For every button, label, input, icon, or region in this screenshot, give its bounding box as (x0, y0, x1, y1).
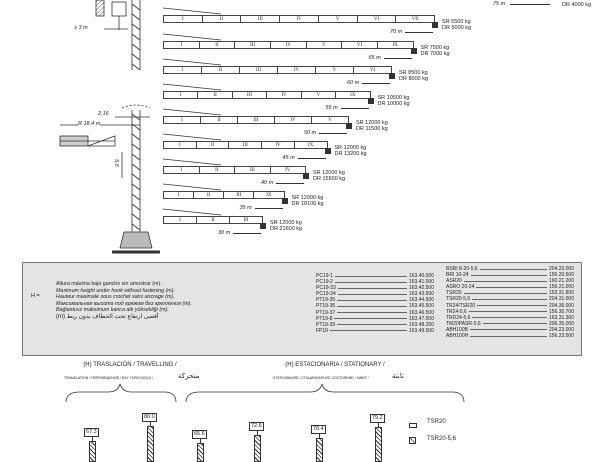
jib-segment: IV (278, 67, 316, 73)
leader-line (330, 330, 407, 331)
stationary-subtitle: STATIONNAIRE / СТАЦИОНАРНОЕ СОСТОЯНИЕ / SABİT / (273, 376, 369, 380)
trolley-hook-icon (368, 98, 374, 104)
model-name: TSR20-5,6 (446, 296, 471, 303)
load-capacity (292, 195, 324, 207)
model-code: 163.45.500 (408, 303, 434, 310)
model-code: 163.48.200 (408, 321, 434, 328)
leader-line (469, 311, 547, 312)
model-name: TSR20 (446, 290, 462, 297)
tower-crane-drawing (0, 0, 170, 260)
jib-segment: II (197, 142, 230, 148)
model-name: FP19 (316, 327, 328, 334)
jib-segment: IV (280, 16, 319, 22)
reach-distance: 50 m (304, 130, 317, 136)
model-code: 204.23.000 (548, 326, 574, 333)
jib-segment: III (229, 142, 262, 148)
jib-segment: III (240, 67, 278, 73)
reach-distance: 65 m (368, 55, 381, 61)
dr-load: DR 13200 kg (334, 151, 367, 157)
dr-load: DR 15500 kg (313, 176, 346, 182)
radius-label: R 18,4 m (78, 121, 101, 127)
jib-segment: III (235, 167, 271, 173)
jib-segment: V (307, 42, 343, 48)
distance-arrow (276, 183, 304, 184)
model-code: 204.36.000 (548, 302, 574, 309)
load-capacity (356, 120, 388, 132)
height-value-label: 72.6 (251, 422, 262, 429)
model-code: 204.31.000 (548, 296, 574, 303)
jib-segment: I (164, 67, 202, 73)
top-distance-label: 75 m (493, 1, 506, 7)
reach-distance: 35 m (239, 205, 252, 211)
trolley-hook-icon (282, 198, 288, 204)
model-code: 156.30.700 (548, 308, 574, 315)
leader-line (464, 281, 547, 282)
model-name: ASR20 (446, 278, 462, 285)
mast-sections (89, 441, 96, 462)
leader-line (338, 294, 407, 295)
jib-segment: I (164, 117, 201, 123)
jib-segment: I (164, 192, 194, 198)
leader-line (471, 275, 547, 276)
sr-load: SR 12000 kg (291, 195, 324, 201)
wall-clearance-label: ≥ 3 m (74, 25, 88, 31)
model-code: 163.49.500 (408, 327, 434, 334)
jib-row (163, 41, 414, 49)
distance-arrow (341, 108, 369, 109)
model-name: PC19-2 (316, 279, 333, 286)
jib-segment: IX (266, 193, 272, 198)
model-code: 163.41.000 (408, 279, 434, 286)
jib-segment: V (302, 92, 336, 98)
load-capacity (378, 95, 410, 107)
dr-load: DR 8000 kg (399, 76, 429, 82)
jib-segment: I (164, 167, 200, 173)
jib-segment: V (328, 118, 332, 123)
model-code: 156.20.500 (548, 272, 574, 279)
model-name: PT19-35 (316, 297, 336, 304)
jib-row (163, 141, 328, 149)
stationary-brace (186, 384, 464, 402)
model-code: 163.42.500 (408, 285, 434, 292)
jib-segment: II (200, 167, 236, 173)
jib-segment: III (235, 42, 271, 48)
model-name: PT19-8 (316, 315, 333, 322)
jib-segment: VII (411, 17, 419, 22)
leader-line (470, 329, 547, 330)
jib-segment: II (200, 42, 236, 48)
jib-segment: II (203, 16, 242, 22)
right-model-table (446, 266, 574, 339)
load-capacity (270, 220, 302, 232)
leader-line (335, 276, 407, 277)
trolley-hook-icon (411, 48, 417, 54)
leader-line (337, 324, 407, 325)
reach-distance: 45 m (282, 155, 295, 161)
mast-sections (254, 435, 261, 462)
dr-load: DR 7000 kg (420, 51, 450, 57)
section-label: 5,6 (112, 159, 119, 167)
model-name: PC19-33 (316, 285, 336, 292)
jib-row (163, 116, 349, 124)
jib-segment: VI (342, 42, 378, 48)
model-code: 204.20.000 (548, 266, 574, 272)
distance-arrow (405, 32, 433, 33)
jib-segment: II (202, 67, 240, 73)
model-name: ABH100H (446, 333, 469, 340)
sr-load: SR 12000 kg (334, 145, 367, 151)
jib-segment: IV (275, 117, 312, 123)
legend-label-tsr20: TSR20 (427, 419, 446, 425)
sr-load: SR 8500 kg (399, 70, 428, 76)
leader-line (472, 317, 547, 318)
model-code: 163.31.300 (548, 314, 574, 321)
leader-line (335, 282, 407, 283)
leader-line (480, 269, 547, 270)
height-value-label: 80.0 (144, 414, 155, 420)
model-name: TR24-5,6 (446, 308, 467, 315)
sr-load: SR 10500 kg (377, 95, 410, 101)
height-description (56, 281, 192, 321)
trolley-hook-icon (260, 223, 266, 229)
h-label: H = (31, 293, 40, 299)
jib-segment: IX (392, 43, 398, 48)
model-code: 153.31.800 (548, 290, 574, 297)
legend-hatched-symbol (409, 437, 416, 444)
model-name: TRD24-5,6 (446, 314, 471, 321)
leader-line (464, 293, 547, 294)
leader-line (476, 287, 547, 288)
load-capacity (442, 19, 471, 31)
mast-sections (375, 427, 382, 462)
distance-arrow (319, 133, 347, 134)
wall-hatch (96, 0, 104, 16)
model-name: PC19-1 (316, 273, 333, 279)
trolley-hook-icon (303, 173, 309, 179)
model-code: 163.47.000 (408, 315, 434, 322)
height-panel (22, 262, 582, 356)
desc-fr: Hauteur maximale sous crochet sans ancrage (m). (56, 294, 175, 301)
jib-segment: IV (267, 92, 301, 98)
jib-segment: I (164, 217, 197, 223)
jib-row (163, 216, 263, 224)
desc-ru: Максимальная высота под крюком без крепления (m). (56, 300, 192, 307)
reach-distance: 55 m (325, 105, 338, 111)
leader-line (337, 300, 407, 301)
model-name: ASRO 20-24 (446, 284, 475, 291)
model-code: 163.46.500 (408, 309, 434, 316)
jib-segment: VI (358, 16, 397, 22)
sr-load: SR 12000 kg (270, 220, 302, 226)
travelling-arabic: متحركة (178, 373, 200, 380)
model-name: ABH100B (446, 326, 468, 333)
jib-segment: I (164, 16, 203, 22)
jib-row (163, 91, 371, 99)
model-code: 156.21.000 (548, 284, 574, 291)
jib-segment: I (164, 42, 200, 48)
travelling-subtitle: TRANSLATION / ПЕРЕМЕЩЕНИЕ / RAY YÜRÜYÜŞLÜ / (64, 376, 154, 380)
jib-segment: IV (262, 142, 295, 148)
trolley-hook-icon (325, 148, 331, 154)
model-row (446, 333, 574, 339)
leader-line (483, 323, 547, 324)
model-name: PT19-39 (316, 321, 336, 328)
mast-sections (147, 426, 154, 462)
jib-segment: IX (308, 143, 314, 148)
leader-line (477, 305, 547, 306)
leader-line (472, 299, 547, 300)
height-value-label: 79.2 (372, 414, 383, 421)
jib-segment: II (201, 117, 238, 123)
travelling-title: (H) TRASLACIÓN / TRAVELLING / (83, 362, 177, 368)
jib-row (163, 191, 285, 199)
model-code: 160.21.200 (548, 278, 574, 285)
reach-distance: 70 m (390, 29, 403, 35)
height-value-label: 70.4 (313, 425, 324, 432)
jib-segment: III (241, 16, 280, 22)
model-name: BSRI 8-20-5,6 (446, 266, 478, 272)
model-name: TR24/TSR20 (446, 302, 476, 309)
left-model-table (316, 273, 434, 334)
reach-distance: 40 m (261, 180, 274, 186)
dr-load: DR 10000 kg (377, 101, 410, 107)
load-capacity (335, 145, 367, 157)
jib-segment: III (238, 117, 275, 123)
model-code: 163.40.000 (408, 273, 434, 279)
dr-load: DR 18100 kg (291, 201, 324, 207)
model-name: PT19-36 (316, 303, 336, 310)
distance-arrow (510, 4, 550, 5)
model-name: TM20PASR-5,6 (446, 320, 481, 327)
sr-load: SR 5500 kg (442, 19, 471, 25)
desc-es: Altura máxima bajo gancho sin amostrar (m). (56, 281, 162, 287)
sr-load: SR 12000 kg (356, 120, 388, 126)
jib-segment: III (243, 218, 249, 223)
leader-line (470, 336, 547, 337)
jib-segment: III (224, 192, 254, 198)
leader-line (338, 288, 407, 289)
desc-ar: (m) أقصى ارتفاع تحت الخطاف بدون ربط (56, 313, 159, 320)
height-value-label: 65.6 (194, 431, 205, 438)
dr-load: DR 21600 kg (270, 226, 303, 232)
distance-arrow (233, 233, 261, 234)
model-code: 206.35.000 (548, 320, 574, 327)
reach-distance: 60 m (347, 80, 360, 86)
jib-segment: II (197, 217, 230, 223)
jib-row (163, 66, 392, 74)
jib-segment: IX (350, 93, 356, 98)
jib-segment: II (198, 92, 232, 98)
model-name: BRI 10-24 (446, 272, 469, 279)
model-code: 156.23.500 (548, 333, 574, 340)
jib-segment: II (194, 192, 224, 198)
model-code: 163.43.500 (408, 291, 434, 298)
jib-segment: I (164, 142, 197, 148)
travelling-brace (66, 384, 176, 402)
trolley-hook-icon (432, 22, 438, 28)
model-row (316, 328, 434, 334)
model-name: PT19-37 (316, 309, 336, 316)
load-capacity (421, 45, 450, 57)
height-value-label: 67.3 (86, 429, 97, 436)
jib-segment: VI (369, 68, 376, 73)
distance-arrow (384, 58, 412, 59)
legend-label-tsr20-56: TSR20-5,6 (427, 436, 457, 442)
stationary-title: (H) ESTACIONARIA / STATIONARY / (285, 362, 385, 368)
mast-sections (197, 443, 204, 462)
grouping-braces (0, 380, 600, 410)
jib-segment: I (164, 92, 198, 98)
jib-row (163, 15, 435, 23)
distance-arrow (298, 158, 326, 159)
trolley-hook-icon (389, 73, 395, 79)
distance-arrow (255, 208, 283, 209)
reach-distance: 30 m (218, 230, 231, 236)
leader-line (337, 306, 407, 307)
offset-label: 2,16 (98, 111, 109, 117)
jib-row (163, 166, 306, 174)
desc-tr: Bağlantısız maksimum kanca altı yüksekliği (m). (56, 307, 169, 314)
dr-load: DR 11500 kg (356, 126, 388, 132)
sr-load: SR 7500 kg (420, 45, 450, 51)
jib-segment: IV (285, 168, 291, 173)
stationary-arabic: ثابتة (392, 373, 404, 380)
model-name: PC19-34 (316, 291, 336, 298)
jib-segment: V (316, 67, 354, 73)
model-code: 163.44.500 (408, 297, 434, 304)
load-capacity (313, 170, 345, 182)
dr-load: DR 5000 kg (442, 25, 472, 31)
desc-en: Maximum height under hook without fastening (m). (56, 287, 175, 294)
top-dr-label: DR 4000 kg (562, 2, 592, 8)
leader-line (337, 312, 407, 313)
load-capacity (399, 70, 428, 82)
jib-segment: IV (271, 42, 307, 48)
trolley-hook-icon (346, 123, 352, 129)
distance-arrow (362, 83, 390, 84)
jib-segment: V (319, 16, 358, 22)
leader-line (334, 318, 407, 319)
jib-segment: III (233, 92, 267, 98)
sr-load: SR 12000 kg (313, 170, 345, 176)
legend-plain-symbol (409, 423, 417, 428)
